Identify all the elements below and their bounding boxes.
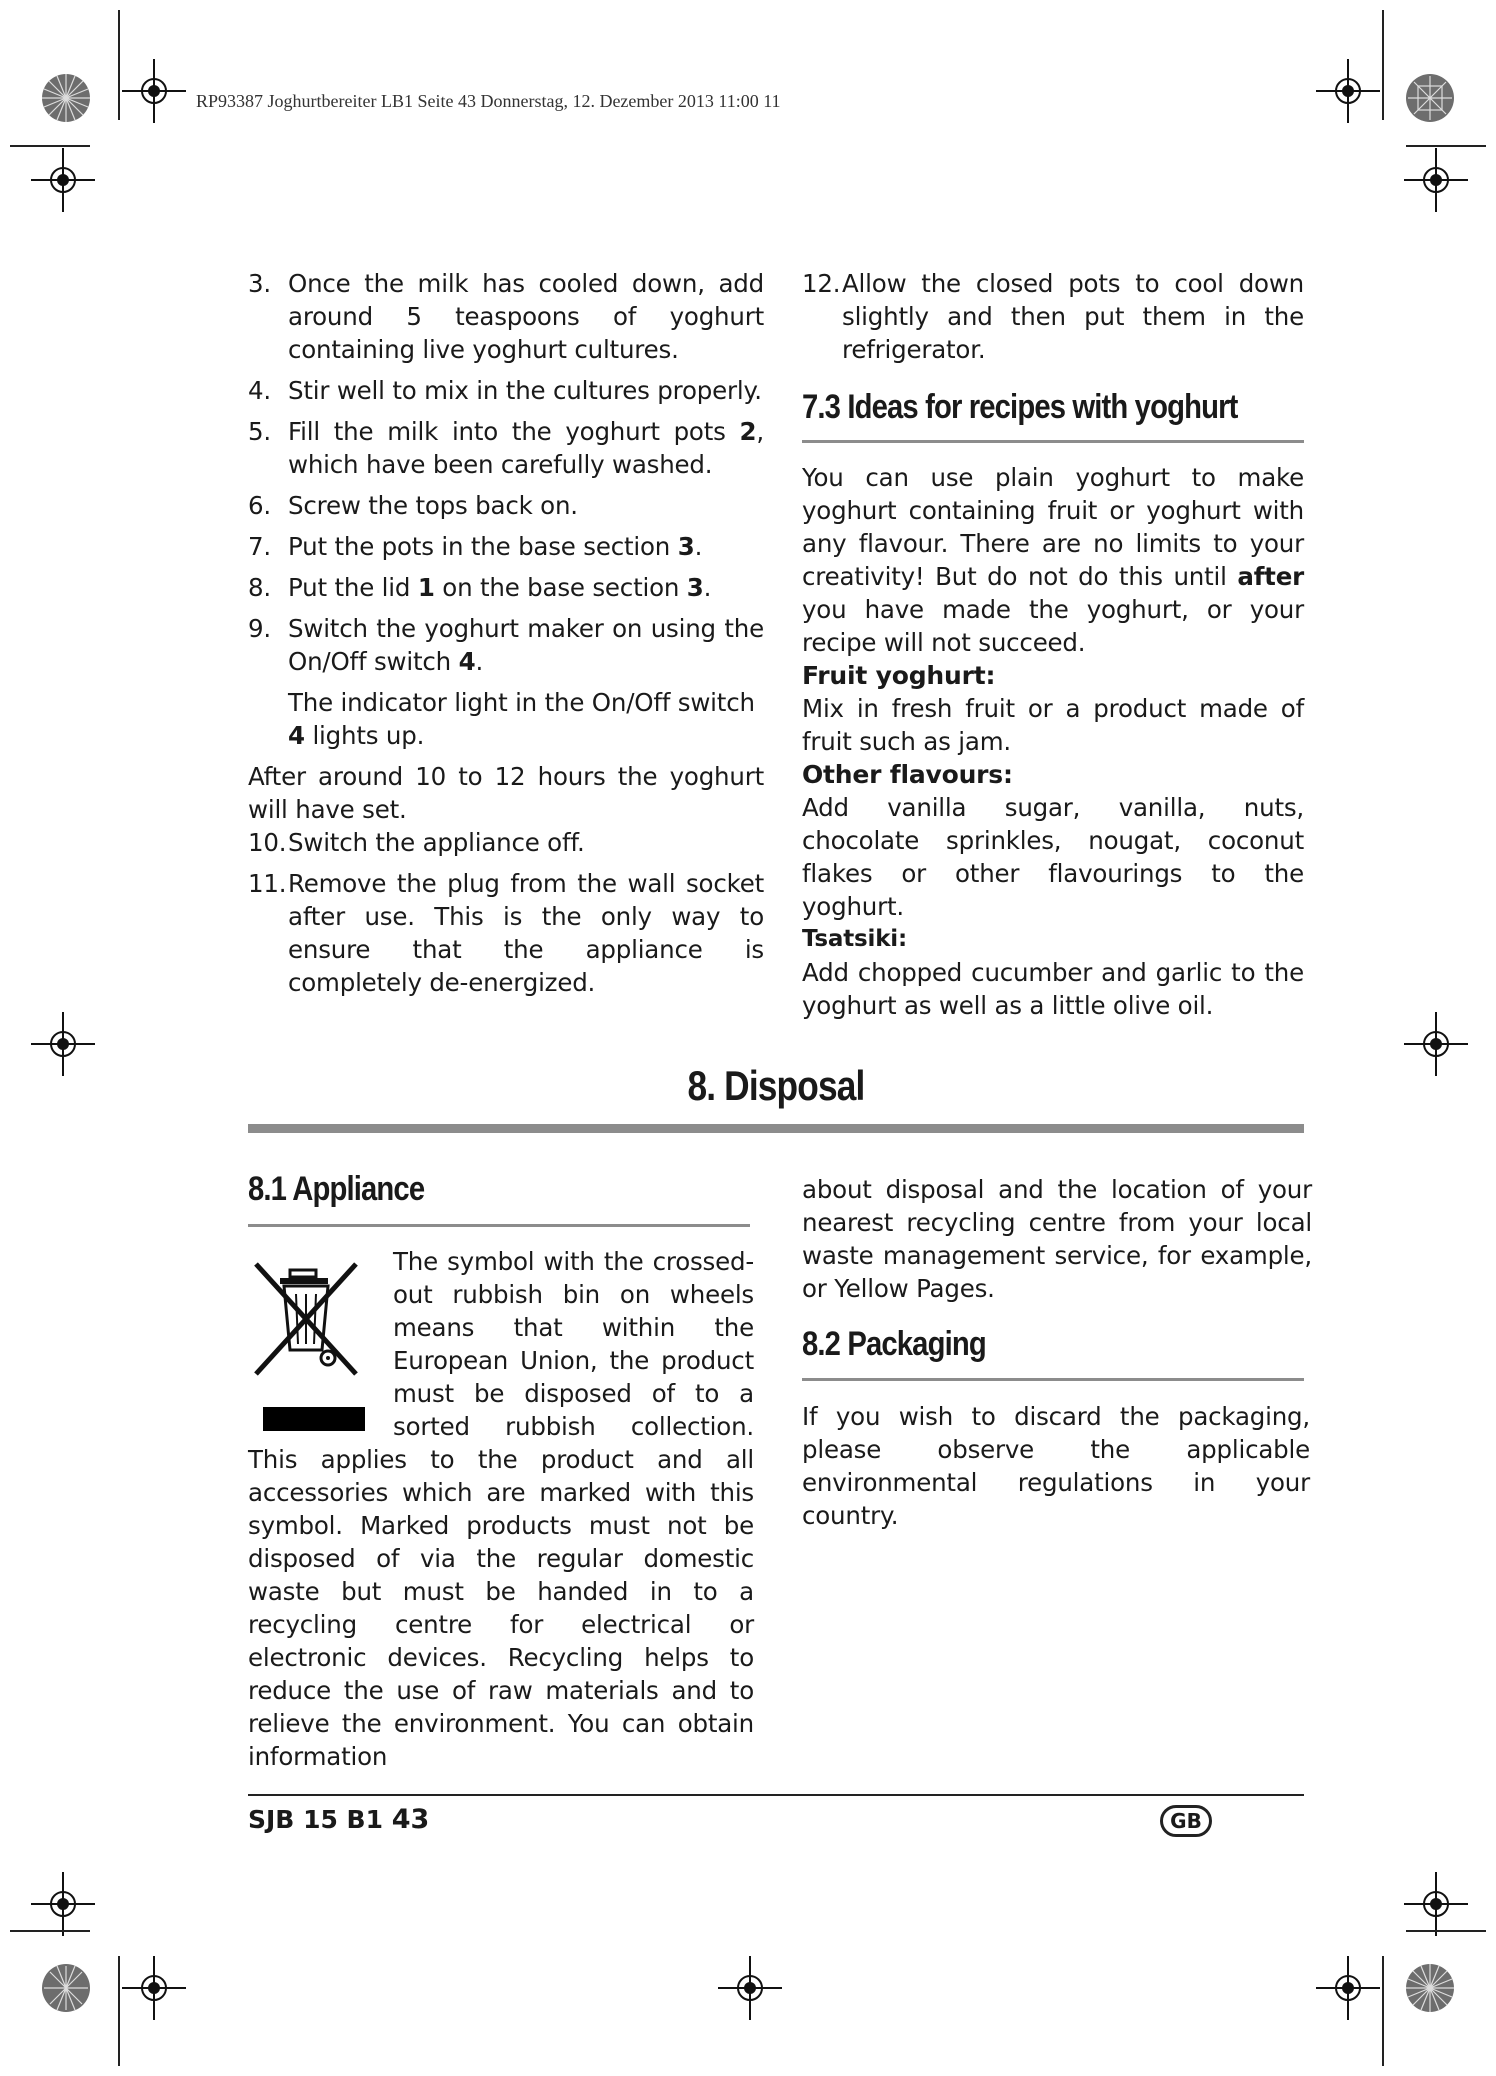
crosshair-registration-mark — [31, 1872, 95, 1936]
paragraph: If you wish to discard the packaging, please observe the applicable environmental regulations in your country. — [802, 1402, 1310, 1530]
list-item: 12. Allow the closed pots to cool down slightly and then put them in the refrigerator. — [802, 269, 1304, 364]
heading-rule — [248, 1224, 750, 1227]
crosshair-registration-mark — [122, 59, 186, 123]
step-note: The indicator light in the On/Off switch 4 lights up. — [288, 688, 755, 750]
section-heading-8: 8. Disposal — [687, 1062, 865, 1109]
section-heading-8-1: 8.1 Appliance — [248, 1170, 425, 1208]
subheading-fruit-yoghurt: Fruit yoghurt: — [802, 661, 996, 690]
footer-model: SJB 15 B1 — [248, 1805, 384, 1834]
crosshair-registration-mark — [1316, 1956, 1380, 2020]
list-item: 8. Put the lid 1 on the base section 3. — [248, 573, 712, 602]
heading-rule — [802, 440, 1304, 443]
color-registration-rosette — [40, 72, 92, 124]
subheading-other-flavours: Other flavours: — [802, 760, 1013, 789]
crosshair-registration-mark — [1404, 148, 1468, 212]
packaging-text — [802, 1400, 1310, 1532]
crop-line — [10, 145, 90, 147]
footer-model-page — [248, 1804, 429, 1835]
appliance-text-continued — [802, 1173, 1312, 1305]
heading-rule — [802, 1378, 1304, 1381]
crop-line — [1406, 145, 1486, 147]
paragraph: Add chopped cucumber and garlic to the yoghurt as well as a little olive oil. — [802, 958, 1304, 1020]
section-heading-8-2: 8.2 Packaging — [802, 1325, 986, 1363]
color-registration-rosette — [40, 1962, 92, 2014]
crop-line — [118, 1956, 120, 2066]
list-item: 6. Screw the tops back on. — [248, 491, 578, 520]
list-item: 5. Fill the milk into the yoghurt pots 2, which have been carefully washed. — [248, 417, 764, 479]
section-heading-7-3: 7.3 Ideas for recipes with yoghurt — [802, 388, 1238, 426]
recipes-text — [802, 461, 1304, 1022]
footer-page-number: 43 — [391, 1804, 430, 1835]
crop-line — [1406, 1930, 1486, 1932]
crosshair-registration-mark — [31, 1012, 95, 1076]
paragraph: Add vanilla sugar, vanilla, nuts, chocolate sprinkles, nougat, coconut flakes or other flavourings to the yoghurt. — [802, 793, 1304, 921]
paragraph: Mix in fresh fruit or a product made of fruit such as jam. — [802, 694, 1304, 756]
crop-line — [10, 1930, 90, 1932]
paragraph: The symbol with the crossed-out rubbish bin on wheels means that within the European Union, the product must be disposed of to a sorted rubbish collection. This applies to the product and all accessories which are marked with this symbol. Marked products must not be disposed of via the regular domestic waste but must be handed in to a recycling centre for electrical or electronic devices. Recycling helps to reduce the use of raw materials and to relieve the environment. You can obtain information — [248, 1247, 754, 1771]
paragraph: You can use plain yoghurt to make yoghurt containing fruit or yoghurt with any flavour. There are no limits to your creativity! But do not do this until after you have made the yoghurt, or your recipe will not succeed. — [802, 463, 1304, 657]
color-registration-rosette — [1404, 72, 1456, 124]
list-item: 10. Switch the appliance off. — [248, 828, 585, 857]
crop-line — [1382, 1956, 1384, 2066]
list-item: 11. Remove the plug from the wall socket after use. This is the only way to ensure that the appliance is completely de-energized. — [248, 869, 764, 997]
list-item: 4. Stir well to mix in the cultures properly. — [248, 376, 762, 405]
crosshair-registration-mark — [1404, 1872, 1468, 1936]
crosshair-registration-mark — [1316, 59, 1380, 123]
crop-line — [118, 10, 120, 120]
color-registration-rosette — [1404, 1962, 1456, 2014]
paragraph: After around 10 to 12 hours the yoghurt will have set. — [248, 762, 764, 824]
crosshair-registration-mark — [122, 1956, 186, 2020]
crosshair-registration-mark — [31, 148, 95, 212]
left-column-steps — [248, 267, 764, 1007]
crosshair-registration-mark — [1404, 1012, 1468, 1076]
crop-line — [1382, 10, 1384, 120]
paragraph: about disposal and the location of your nearest recycling centre from your local waste management service, for example, or Yellow Pages. — [802, 1175, 1312, 1303]
right-column-recipes — [802, 267, 1304, 374]
language-badge: GB — [1160, 1805, 1212, 1837]
list-item: 3. Once the milk has cooled down, add around 5 teaspoons of yoghurt containing live yoghurt cultures. — [248, 269, 764, 364]
appliance-text — [248, 1245, 754, 1773]
list-item: 9. Switch the yoghurt maker on using the On/Off switch 4. — [248, 614, 764, 676]
footer-rule — [248, 1794, 1304, 1796]
subheading-tsatsiki: Tsatsiki: — [802, 926, 907, 952]
list-item: 7. Put the pots in the base section 3. — [248, 532, 703, 561]
icon-wrap-spacer — [248, 1245, 393, 1443]
crosshair-registration-mark — [718, 1956, 782, 2020]
section-rule — [248, 1124, 1304, 1133]
print-header: RP93387 Joghurtbereiter LB1 Seite 43 Donnerstag, 12. Dezember 2013 11:00 11 — [196, 91, 781, 111]
